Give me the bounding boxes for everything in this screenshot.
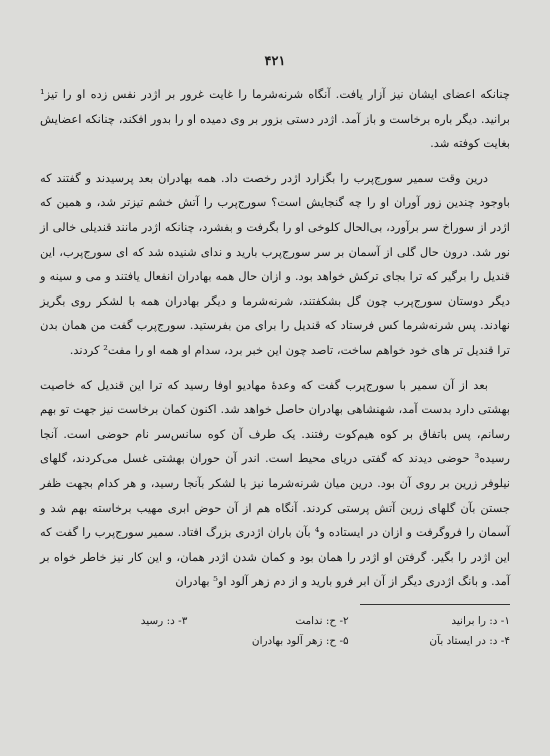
footnote-divider [360,604,510,605]
footnote: ۳- د: رسید [140,614,188,627]
footnote: ۵- ح: زهر آلود بهادران [251,634,349,647]
footnote: ۱- د: را برانید [451,614,510,627]
footnotes [40,611,510,651]
footnote: ۴- د: در ایستاد بآن [429,634,510,647]
footnote: ۲- ح: ندامت [295,614,349,627]
paragraph: درین وقت سمیر سورج‌پرب را بگزارد اژدر رخصت داد. همه بهادران بعد پرسیدند و گفتند که باوجود چندین زور آوران او را چه گنجایش است؟ سورج‌پرب را آتش خشم تیزتر شد، و همین که اژدر از سوراخ سر برآورد، بی‌الحال کلوخی او را بگرفت و بفشرد، چنانکه اژدر مانند قندیلی خالی از نور شد. درون حال گلی از آسمان بر سر سورج‌پرب بارید و ندای شنیده شد که ای سورج‌پرب، این قندیل را برگیر که ترا بجای ترکش خواهد بود. و ازان حال همه بهادران انفعال یافتند و می و سینه و دیگر دوستان سورج‌پرب چون گل بشکفتند، شرنه‌شرما و دیگر بهادران همه با لشکر روی بگریز نهادند. پس شرنه‌شرما کس فرستاد که قندیل را برای من بفرستید. سورج‌پرب گفت من همان بدن ترا قندیل تر های خود خواهم ساخت، تاصد چون این خبر برد، سدام او همه او را مفت² کردند. [40,170,510,357]
page-number: ۴۲۱ [264,54,286,69]
paragraph: چنانکه اعضای ایشان نیز آزار یافت. آنگاه شرنه‌شرما را غایت غرور بر اژدر نفس زده او را تیز¹ برانید. دیگر باره برخاست و باز آمد. اژدر دستی بزور بر وی دمیده او را بدور افکند، چنانکه اعضایش بغایت کوفته شد. [40,87,510,151]
body-text [40,82,510,594]
paragraph: بعد از آن سمیر با سورج‌پرب گفت که وعدهٔ مهادیو اوفا رسید که ترا این قندیل که خاصیت بهشتی دارد بدست آمد، شهنشاهی بهادران حاصل خواهد شد. اکنون کمان برخاست نیز جهت تو بهم رسانم، پس باتفاق بر کوه هیم‌کوت رفتند. یک طرف آن کوه سانس‌سر نام حوضی است. آنجا رسیده³ حوضی دیدند که گفتی دریای محیط است. اندر آن حوران بهشتی غسل می‌کردند، گلهای نیلوفر زرین بر روی آن بود. درین میان شرنه‌شرما نیز با لشکر بآنجا رسید، و هر کدام بجهت ظفر جستن بآن گلهای زرین آتش پرستی کردند. آنگاه هم از آن حوض ابری مهیب برخاسته بهم شد و آسمان را فروگرفت و ازان در ایستاده و⁴ بآن باران اژدری بزرگ افتاد. سمیر سورج‌پرب را گفت که این اژدر را بگیر. گرفتن او اژدر را همان بود و کمان شدن اژدر همان، و این کار نیز خاطر خواه بر آمد. و بانگ اژدری دیگر از آن ابر فرو بارید و از دم زهر آلود او⁵ بهادران [40,377,510,589]
